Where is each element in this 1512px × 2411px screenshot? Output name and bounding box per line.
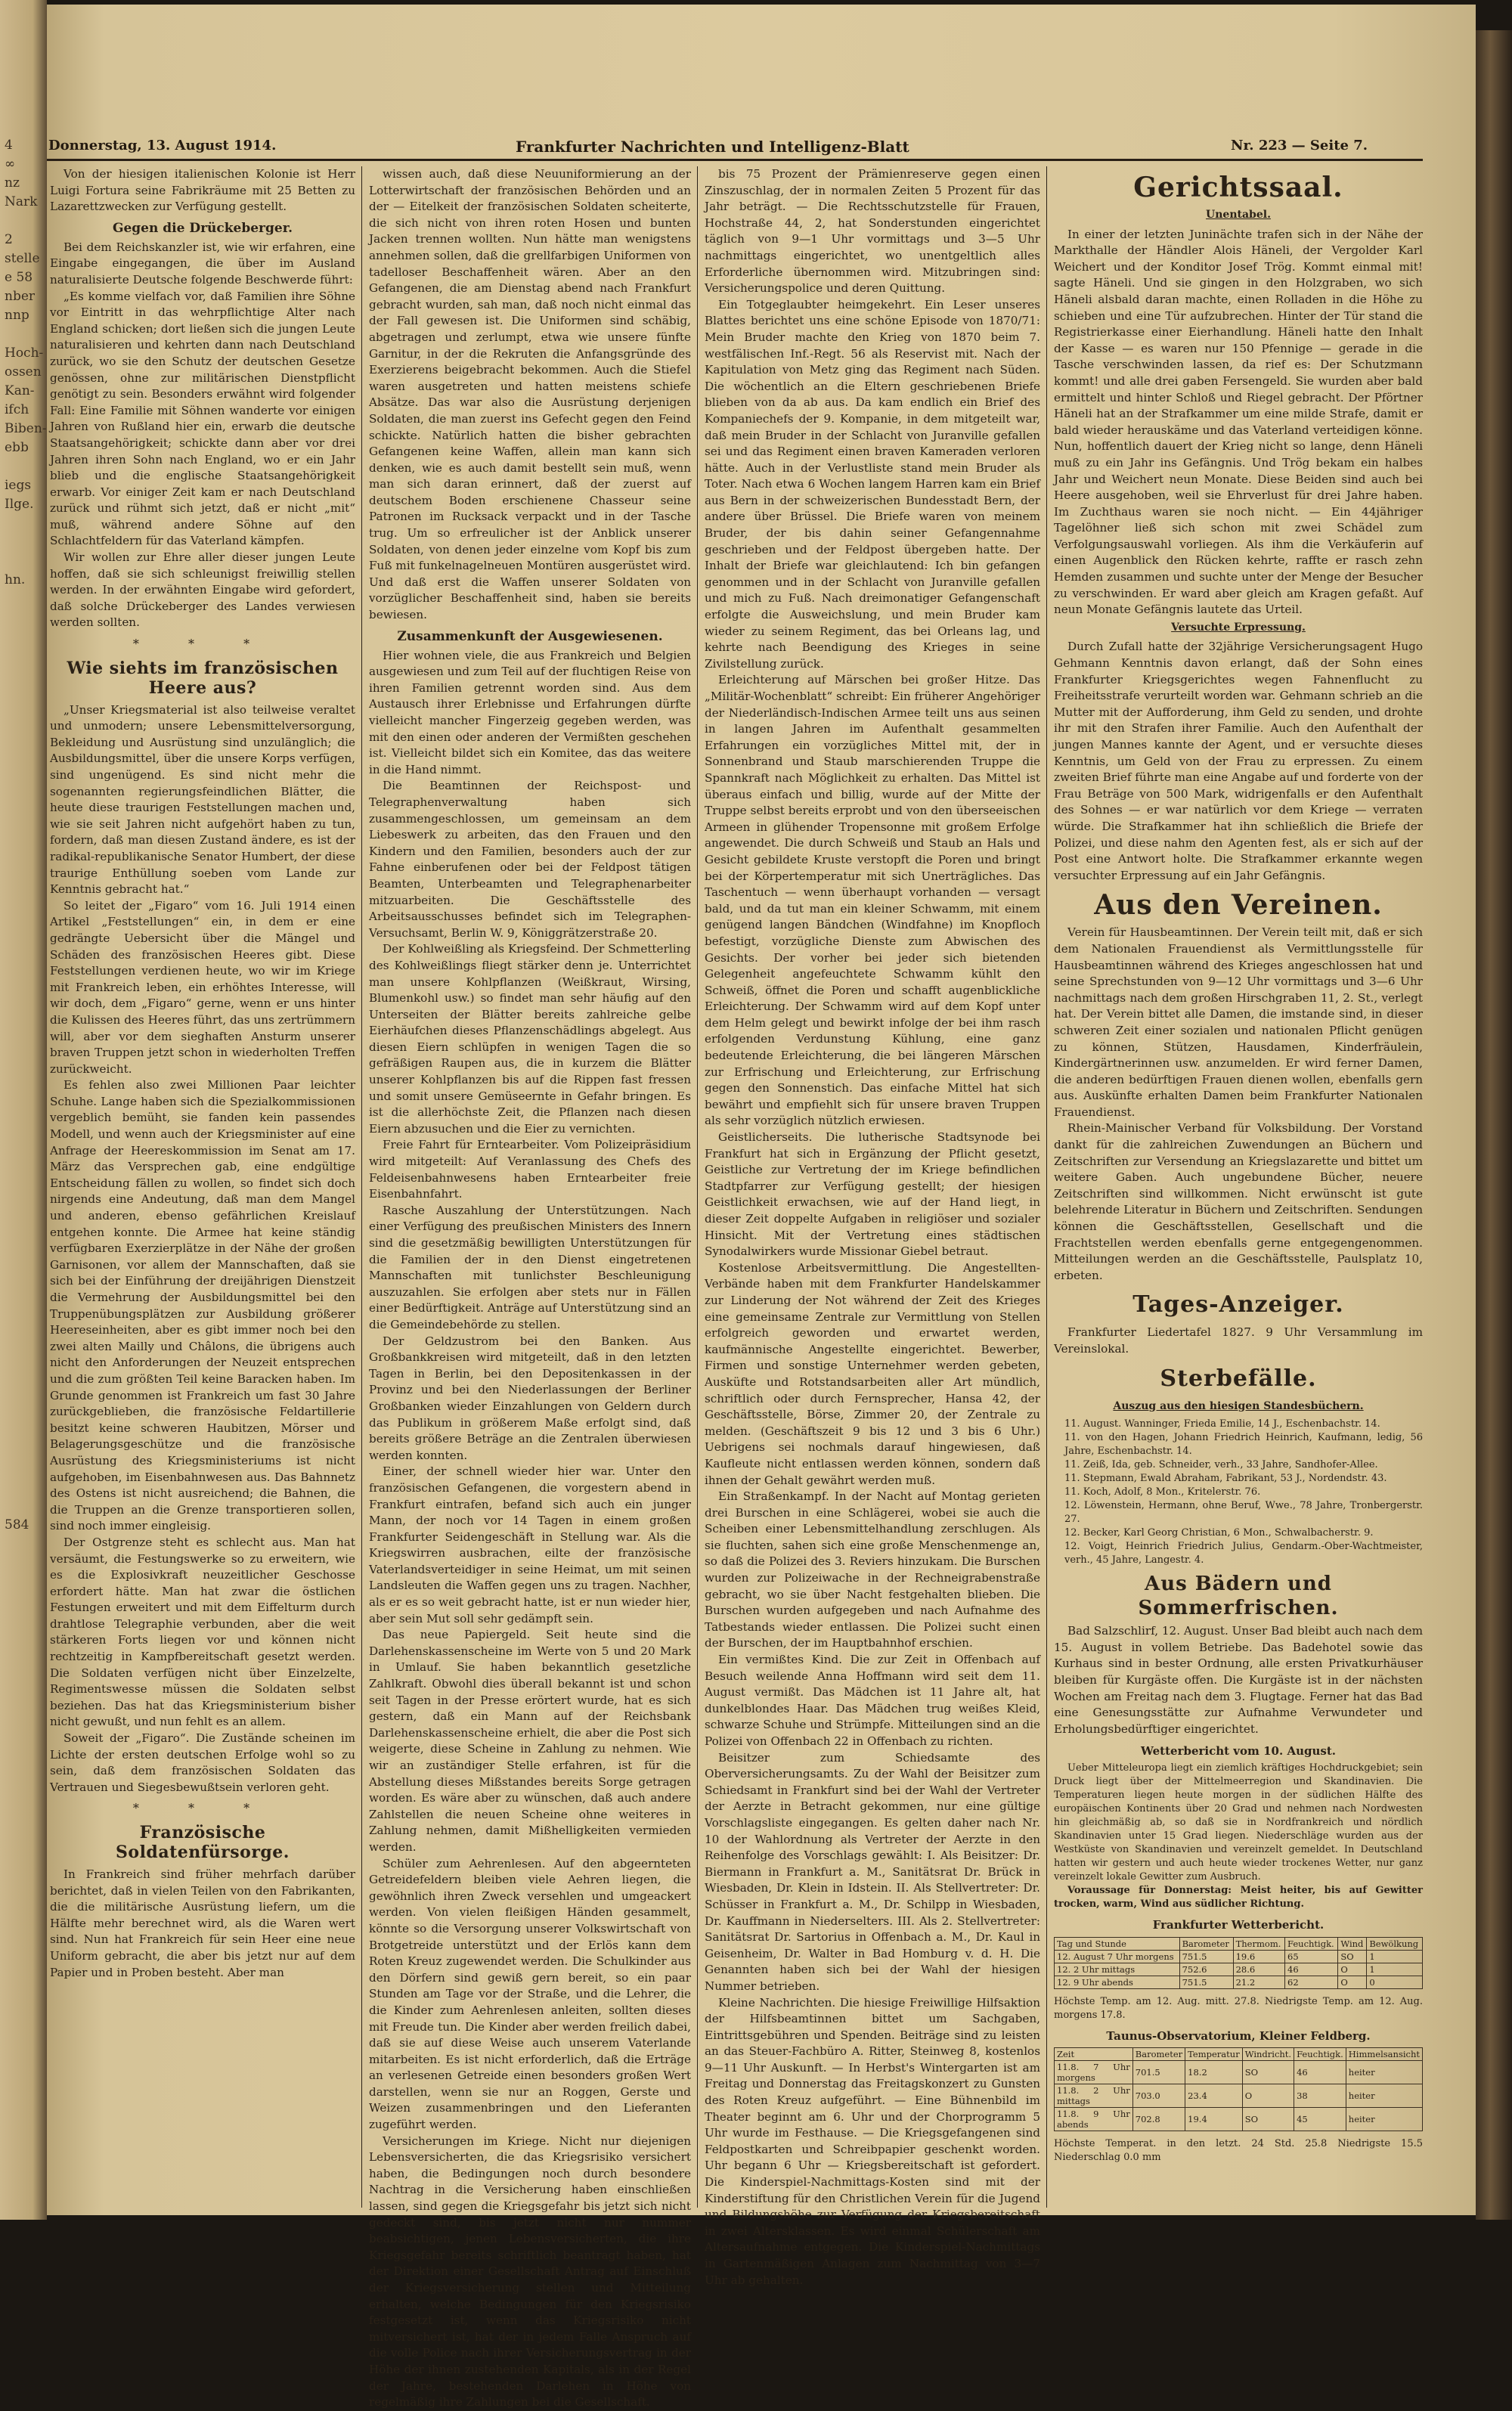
table-row	[1055, 1976, 1423, 1988]
table-cell: heiter	[1346, 2084, 1422, 2108]
section-divider: * * *	[132, 1801, 273, 1816]
column-4	[1054, 166, 1423, 2208]
paragraph: Kostenlose Arbeitsvermittlung. Die Angestellten-Verbände haben mit dem Frankfurter Handelskammer zur Linderung der Not während der Zeit des Krieges eine gemeinsame Zentrale zur Vermittlung von Stellen erfolgreich geworden und erwartet werden, kaufmännische Angestellte eingerichtet. Bewerber, Firmen und sonstige Unternehmer werden gebeten, Ausküfte und Rotstandsarbeiten aller Art mündlich, schriftlich oder durch Fernsprecher, Hansa 42, der Geschäftsstelle, Börse, Zimmer 20, der Zentrale zu melden. (Geschäftszeit 9 bis 12 und 3 bis 6 Uhr.) Uebrigens sei nochmals darauf hingewiesen, daß Kaufleute nicht entlassen werden können, sondern daß ihnen der Gehalt gewährt werden muß.	[705, 1260, 1040, 1487]
death-entry: 11. von den Hagen, Johann Friedrich Heinrich, Kaufmann, ledig, 56 Jahre, Eschenbachstr. 14.	[1064, 1432, 1423, 1458]
table-cell: 38	[1294, 2084, 1346, 2108]
table-header-cell: Zeit	[1055, 2048, 1133, 2061]
table-cell: SO	[1242, 2108, 1294, 2131]
table-cell: heiter	[1346, 2061, 1422, 2084]
death-entry: 11. Zeiß, Ida, geb. Schneider, verh., 33 Jahre, Sandhofer-Allee.	[1064, 1459, 1378, 1471]
table-row	[1055, 2084, 1423, 2108]
table-header-cell: Himmelsansicht	[1346, 2048, 1422, 2061]
table-cell: 1	[1367, 1950, 1423, 1963]
section-divider: * * *	[132, 637, 273, 652]
table-cell: 12. 2 Uhr mittags	[1055, 1963, 1180, 1976]
table-row	[1055, 2108, 1423, 2131]
masthead-issue: Nr. 223 — Seite 7.	[1231, 138, 1368, 153]
paragraph: Ein vermißtes Kind. Die zur Zeit in Offenbach auf Besuch weilende Anna Hoffmann wird seit dem 11. August vermißt. Das Mädchen ist 11 Jahre alt, hat dunkelblondes Haar. Das Mädchen trug weißes Kleid, schwarze Schuhe und Strümpfe. Mitteilungen sind an die Polizei von Offenbach 22 in Offenbach zu richten.	[705, 1653, 1040, 1748]
paragraph: Kleine Nachrichten. Die hiesige Freiwillige Hilfsaktion der Hilfsbeamtinnen bittet um Sachgaben, Eintrittsgebühren und Spenden. Beiträge sind zu leisten an das Steuer-Fachbüro A. Ritter, Steinweg 8, kostenlos 9—11 Uhr Auskunft. — In Herbst's Wintergarten ist am Freitag und Donnerstag das Freitagskonzert zu Gunsten des Roten Kreuz aufgeführt. — Eine Bühnenbild im Theater beginnt am 6. Uhr und der Chorprogramm 5 Uhr wurde im Festhause. — Die Kriegsgefangenen sind Feldpostkarten und Schreibpapier geschenkt worden. Uhr begann 6 Uhr — Kriegsbereitschaft ist gefordert. Die Kinderspiel-Nachmittags-Kosten sind mit der Kinderstiftung für den Christlichen Verein für die Jugend und Bildungshöhe zur Verfügung der Kriegsbereitschaft in zwei Altersklassen. Es wird einmal Schülerschaft am Altersaufnahme entgegen. Die Kinderspiel-Nachmittags in Gartenmäßigen Anlagen zum Nachmittag von 3—7 Uhr ab gehalten.	[705, 1995, 1040, 2287]
paragraph: Bei dem Reichskanzler ist, wie wir erfahren, eine Eingabe eingegangen, die über im Ausland naturalisierte Deutsche folgende Beschwerde führt:	[50, 240, 355, 287]
paragraph: Bad Salzschlirf, 12. August. Unser Bad bleibt auch nach dem 15. August in vollem Betriebe. Das Badehotel sowie das Kurhaus sind in bester Ordnung, alle ersten Privatkurhäuser bleiben für Kurgäste offen. Die Kurgäste ist in der nächsten Wochen am Freitag nach dem 3. Flugtage. Ferner hat das Bad eine Genesungsstätte zur Aufnahme Verwundeter und Erholungsbedürftiger eingerichtet.	[1054, 1624, 1423, 1736]
table-row	[1055, 1950, 1423, 1963]
table-header-row	[1055, 2048, 1423, 2061]
paragraph: Freie Fahrt für Erntearbeiter. Vom Polizeipräsidium wird mitgeteilt: Auf Veranlassung des Chefs des Feldeisenbahnwesens haben Erntearbeiter freie Eisenbahnfahrt.	[369, 1138, 691, 1201]
column-1	[50, 166, 355, 2208]
table-cell: 12. 9 Uhr abends	[1055, 1976, 1180, 1988]
paragraph: So leitet der „Figaro“ vom 16. Juli 1914 einen Artikel „Feststellungen“ ein, in dem er eine gedrängte Uebersicht über die Mängel und Schäden des französischen Heeres gibt. Diese Feststellungen verdienen heute, wo wir im Kriege mit Frankreich leben, ein erhöhtes Interesse, will wir doch, dem „Figaro“ gerne, wenn er uns hinter die Kulissen des Heeres führt, das uns zertrümmern will, aber vor dem sieghaften Ansturm unserer braven Truppen jetzt schon in wiederholten Treffen zurückweicht.	[50, 898, 355, 1076]
table-header-cell: Windricht.	[1242, 2048, 1294, 2061]
paragraph: Geistlicherseits. Die lutherische Stadtsynode bei Frankfurt hat sich in Ergänzung der Pflicht gesetzt, Geistliche zur Vertretung der im Kriege befindlichen Stadtpfarrer zur Verfügung gestellt; der hiesigen Geistlichkeit erwachsen, wie auf der Hand liegt, in dieser Zeit doppelte Aufgaben in religiöser und sozialer Hinsicht. Mit der Vertretung eines städtischen Synodalwirkers wurde Missionar Giebel betraut.	[705, 1130, 1040, 1259]
table-header-cell: Feuchtigk.	[1285, 1937, 1338, 1950]
table-cell: O	[1338, 1976, 1367, 1988]
paragraph: Wir wollen zur Ehre aller dieser jungen Leute hoffen, daß sie sich schleunigst freiwillig stellen werden. In der erwähnten Eingabe wird gefordert, daß solche Drückeberger des Landes verwiesen werden sollten.	[50, 550, 355, 630]
table-cell: 18.2	[1185, 2061, 1243, 2084]
article-subheading: Unentabel.	[1206, 209, 1271, 221]
ffm-weather-note: Höchste Temp. am 12. Aug. mitt. 27.8. Niedrigste Temp. am 12. Aug. morgens 17.8.	[1054, 1995, 1423, 2021]
table-header-cell: Tag und Stunde	[1055, 1937, 1180, 1950]
taunus-weather-table	[1054, 2047, 1423, 2131]
table-cell: 19.4	[1185, 2108, 1243, 2131]
table-cell: 19.6	[1233, 1950, 1284, 1963]
paragraph: „Es komme vielfach vor, daß Familien ihre Söhne vor Eintritt in das wehrpflichtige Alter nach England schicken; dort ließen sich die jungen Leute naturalisieren und kehrten dann nach Deutschland zurück, wo sie den Schutz der deutschen Gesetze genössen, ohne zur militärischen Dienstpflicht genötigt zu sein. Besonders erwähnt wird folgender Fall: Eine Familie mit Söhnen wanderte vor einigen Jahren von Rußland hier ein, erwarb die deutsche Staatsangehörigkeit; schickte dann aber vor drei Jahren ihren Sohn nach England, wo er ein Jahr blieb und die englische Staatsangehörigkeit erwarb. Vor einiger Zeit kam er nach Deutschland zurück und rühmt sich jetzt, daß er nicht „mit“ muß, während andere Söhne auf den Schlachtfeldern für das Vaterland kämpfen.	[50, 289, 355, 548]
table-header-cell: Feuchtigk.	[1294, 2048, 1346, 2061]
table-cell: 702.8	[1132, 2108, 1185, 2131]
paragraph: Es fehlen also zwei Millionen Paar leichter Schuhe. Lange haben sich die Spezialkommissionen vergeblich bemüht, sie fanden kein passendes Modell, und wenn auch der Kriegsminister auf eine Anfrage der Heereskommission im Senat am 17. März das Versprechen gab, eine endgültige Entscheidung fällen zu wollen, so findet sich doch nirgends eine Andeutung, daß man dem Mangel und anderen, ebenso gefährlichen Kreislauf entgehen konnte. Die Armee hat keine ständig verfügbaren Exerzierplätze in der Nähe der großen Garnisonen, vor allem der Mannschaften, daß sie sich bei der Einführung der dreijährigen Dienstzeit die Vermehrung der Ausbildungsmittel bei den Truppenübungsplätzen zur Ausbildung größerer Heereseinheiten, aber es gibt immer noch bei den zwei alten Mailly und Châlons, die übrigens auch nicht den Anforderungen der Neuzeit entsprechen und die zum größten Teil keine Baracken haben. Im Grunde genommen ist Frankreich um fast 30 Jahre zurückgeblieben, die französische Feldartillerie besitzt keine schweren Haubitzen, Mörser und Belagerungsgeschütze und die französische Ausrüstung des Kriegsministeriums ist nicht aufgehoben, im Eisenbahnwesen aus. Das Bahnnetz des Ostens ist nicht ausreichend; die Bahnen, die die Truppen an die Grenze transportieren sollen, sind noch immer eingleisig.	[50, 1078, 355, 1533]
column-rule	[361, 166, 362, 2208]
table-cell: 0	[1367, 1976, 1423, 1988]
death-entry: 11. Stepmann, Ewald Abraham, Fabrikant, 53 J., Nordendstr. 43.	[1064, 1473, 1387, 1485]
paragraph: Rhein-Mainischer Verband für Volksbildung. Der Vorstand dankt für die zahlreichen Zuwendungen an Büchern und Zeitschriften zur Versendung an Kriegslazarette und bittet um weitere Gaben. Auch ungebundene Bücher, neuere Zeitschriften sind willkommen. Nicht erwünscht ist gute belehrende Literatur in Büchern und Zeitschriften. Sendungen können die Geschäftsstellen, Gesellschaft und die Frachtstellen werden ebenfalls gerne entgegengenommen. Mitteilungen werden an die Geschäftsstelle, Paulsplatz 10, erbeten.	[1054, 1121, 1423, 1282]
deaths-list	[1054, 1418, 1423, 1567]
paragraph: Ein Totgeglaubter heimgekehrt. Ein Leser unseres Blattes berichtet uns eine schöne Episode von 1870/71: Mein Bruder machte den Krieg von 1870 beim 7. westfälischen Inf.-Regt. 56 als Reservist mit. Nach der Kapitulation von Metz ging das Regiment nach Süden. Die wöchentlich an die Eltern geschriebenen Briefe blieben von da ab aus. Da kam endlich ein Brief des Kompaniechefs der 9. Kompanie, in dem mitgeteilt war, daß mein Bruder in der Schlacht von Juranville gefallen sei und das Regiment einen braven Kameraden verloren hätte. Auch in der Verlustliste stand mein Bruder als Toter. Nach etwa 6 Wochen langem Harren kam ein Brief aus Bern in der schweizerischen Bundesstadt Bern, der andere über Brüssel. Die Briefe waren von meinem Bruder, der bis dahin seiner Gefangennahme geschrieben und der Feldpost übergeben hatte. Der Inhalt der Briefe war gleichlautend: Ich bin gefangen genommen und in der Schlacht von Juranville gefallen und mich zu Fuß. Nach dreimonatiger Gefangenschaft erfolgte die Ausweichslung, und mein Bruder kam wieder zu seinem Regiment, das bei Orleans lag, und kehrte nach Beendigung des Krieges in seine Zivilstellung zurück.	[705, 297, 1040, 671]
table-cell: 703.0	[1132, 2084, 1185, 2108]
table-header-cell: Wind	[1338, 1937, 1367, 1950]
table-cell: heiter	[1346, 2108, 1422, 2131]
paragraph: Soweit der „Figaro“. Die Zustände scheinen im Lichte der ersten deutschen Erfolge wohl so zu sein, daß dem französischen Soldaten das Vertrauen und Siegesbewußtsein verloren geht.	[50, 1731, 355, 1794]
section-heading: Aus den Vereinen.	[1094, 889, 1383, 922]
death-entry: 12. Becker, Karl Georg Christian, 6 Mon., Schwalbacherstr. 9.	[1064, 1527, 1374, 1539]
section-heading: Sterbefälle.	[1160, 1365, 1317, 1392]
column-2	[369, 166, 691, 2409]
ffm-weather-table	[1054, 1937, 1423, 1989]
table-cell: 65	[1285, 1950, 1338, 1963]
table-header-cell: Barometer	[1132, 2048, 1185, 2061]
section-heading: Gerichtssaal.	[1133, 172, 1343, 203]
table-cell: 1	[1367, 1963, 1423, 1976]
section-heading: Tages-Anzeiger.	[1132, 1291, 1344, 1319]
paragraph: Frankfurter Liedertafel 1827. 9 Uhr Versammlung im Vereinslokal.	[1054, 1325, 1423, 1356]
table-cell: 45	[1294, 2108, 1346, 2131]
table-cell: 751.5	[1179, 1976, 1233, 1988]
taunus-weather-note: Höchste Temperat. in den letzt. 24 Std. 25.8 Niedrigste 15.5 Niederschlag 0.0 mm	[1054, 2138, 1423, 2164]
paragraph: Durch Zufall hatte der 32jährige Versicherungsagent Hugo Gehmann Kenntnis davon erlangt, daß der Sohn eines Frankfurter Kriegsgerichtes wegen Fahnenflucht zu Freiheitsstrafe verurteilt worden war. Gehmann schrieb an die Mutter mit der Aufforderung, ihm Geld zu senden, und drohte ihr mit den Strafen ihrer Familie. Auch den Aufenthalt der jungen Mannes kannte der Agent, und er versuchte dieses Kenntnis, um Geld von der Frau zu erpressen. Zu einem zweiten Brief führte man eine Angabe auf und forderte von der Frau Beträge von 500 Mark, widrigenfalls er den Aufenthalt des Sohnes — er war natürlich vor dem Kriege — verraten würde. Die Strafkammer hat ihn schließlich die Briefe der Polizei, und diese nahm den Agenten fest, als er sich auf der Post eine Antwort holte. Die Strafkammer erkannte wegen versuchter Erpressung auf ein Jahr Gefängnis.	[1054, 640, 1423, 882]
table-cell: SO	[1242, 2061, 1294, 2084]
column-rule	[697, 166, 698, 2208]
table-cell: 28.6	[1233, 1963, 1284, 1976]
paragraph: Hier wohnen viele, die aus Frankreich und Belgien ausgewiesen und zum Teil auf der fluchtigen Reise von ihren Familien getrennt worden sind. Aus dem Austausch ihrer Erlebnisse und Erfahrungen dürfte vielleicht mancher Fingerzeig gegeben werden, was mit den einen oder anderen der Vermißten geschehen ist. Vielleicht bildet sich ein Komitee, das das weitere in die Hand nimmt.	[369, 648, 691, 776]
weather-text: Ueber Mitteleuropa liegt ein ziemlich kräftiges Hochdruckgebiet; sein Druck liegt über der Mittelmeerregion und Skandinavien. Die Temperaturen liegen heute morgen in der südlichen Hälfte des europäischen Kontinents über 20 Grad und nehmen nach Nordwesten hin gleichmäßig ab, so daß sie in Nordfrankreich und nördlich Skandinavien unter 15 Grad liegen. Niederschläge wurden aus der Westküste von Skandinavien und vereinzelt gemeldet. In Deutschland hatten wir gestern und auch heute wieder trockenes Wetter, nur ganz vereinzelt lokale Gewitter zum Ausbruch.	[1054, 1762, 1423, 1883]
paragraph: Versicherungen im Kriege. Nicht nur diejenigen Lebensversicherten, die das Kriegsrisiko versichert haben, die Bedingungen noch durch besondere Nachtrag in die Versicherung haben einschließen lassen, sind gegen die Kriegsgefahr bis jetzt sich nicht gedeckt sind, bis jetzt nicht nur nummer beabsichtigen, jenen Lebensversicherten, die ihre Kriegsgefahr bereits schriftlich beantragt haben, hat der Direktion einer Gesellschaft Antrag auf Einschluß der Kriegsversicherung stellen und Mitteilung erhalten, welche Bedingungen für den Kriegsrisiko festgesetzt ist, wenn das Kriegsrisiko nicht mitversichert ist, hat der in jedem Falle Anspruch auf die volle Police nach ihrer Versicherungsvertrag in der Höhe der ihnen zustehenden Kapitals, als in der Regel der Jahre, bestehenden Darlehen in Höhe von regelmäßig ihre Zahlungen bei die Gesellschaft.	[369, 2134, 691, 2409]
table-cell: 23.4	[1185, 2084, 1243, 2108]
table-cell: 12. August 7 Uhr morgens	[1055, 1950, 1180, 1963]
column-rule	[1046, 166, 1047, 2208]
article-heading: Wie siehts im französischen Heere aus?	[67, 658, 339, 698]
table-cell: 46	[1285, 1963, 1338, 1976]
table-header-cell: Bewölkung	[1367, 1937, 1423, 1950]
article-subheading: Versuchte Erpressung.	[1171, 621, 1306, 634]
paragraph: Beisitzer zum Schiedsamte des Oberversicherungsamts. Zu der Wahl der Beisitzer zum Schiedsamt in Frankfurt sind bei der Wahl der Vertreter der Aerzte in Betracht gekommen, nur eine gültige Vorschlagsliste eingegangen. Es gelten daher nach Nr. 10 der Wahlordnung als Vertreter der Aerzte in den Reihenfolge des Vorschlags gewählt: I. Als Beisitzer: Dr. Biermann in Frankfurt a. M., Sanitätsrat Dr. Brück in Wiesbaden, Dr. Klein in Idstein. II. Als Stellvertreter: Dr. Schüsser in Frankfurt a. M., Dr. Schilpp in Wiesbaden, Dr. Kauffmann in Niederselters. III. Als 2. Stellvertreter: Sanitätsrat Dr. Sartorius in Offenbach a. M., Dr. Kaul in Geisenheim, Dr. Walter in Bad Homburg v. d. H. Die Genannten haben sich bei der Wahl der hiesigen Nummer betrieben.	[705, 1750, 1040, 1993]
paragraph: „Unser Kriegsmaterial ist also teilweise veraltet und unmodern; unsere Lebensmittelversorgung, Bekleidung und Ausrüstung sind unzulänglich; die Ausbildungsmittel, über die unsere Korps verfügen, sind ungenügend. Es sind nicht mehr die sogenannten regierungsfeindlichen Blätter, die heute diese traurigen Feststellungen machen und, wie sie seit Jahren nicht aufgehört haben zu tun, fordern, daß man diesen Zustand ändere, es ist der radikal-republikanische Senator Humbert, der diese traurige Enthüllung soeben vom Lande zur Kenntnis gebracht hat.“	[50, 702, 355, 897]
article-heading: Zusammenkunft der Ausgewiesenen.	[397, 628, 663, 644]
ffm-weather-title: Frankfurter Wetterbericht.	[1152, 1917, 1325, 1932]
table-cell: 21.2	[1233, 1976, 1284, 1988]
paragraph: Das neue Papiergeld. Seit heute sind die Darlehenskassenscheine im Werte von 5 und 20 Mark in Umlauf. Sie haben bekanntlich gesetzliche Zahlkraft. Obwohl dies überall bekannt ist und schon seit Tagen in der Presse erörtert wurde, hat es sich gestern, daß ein Mann auf der Reichsbank Darlehenskassenscheine erhielt, die aber die Post sich weigerte, diese Scheine in Zahlung zu nehmen. Wie wir an zuständiger Stelle erfahren, ist für die Abstellung dieses Mißstandes bereits Sorge getragen worden. Es wäre aber zu wünschen, daß auch andere Zahlstellen die neuen Scheine ohne weiteres in Zahlung nehmen, damit Mißhelligkeiten vermieden werden.	[369, 1628, 691, 1854]
column-3	[705, 166, 1040, 2287]
paragraph: Rasche Auszahlung der Unterstützungen. Nach einer Verfügung des preußischen Ministers des Innern sind die gesetzmäßig bewilligten Unterstützungen für die Familien der in den Dienst eingetretenen Mannschaften mit tunlichster Beschleunigung auszuzahlen. Sie erfolgen aber stets nur in Fällen einer Bedürftigkeit. Anträge auf Unterstützung sind an die Gemeindebehörde zu stellen.	[369, 1203, 691, 1331]
previous-page-edge	[0, 0, 47, 2220]
taunus-weather-title: Taunus-Observatorium, Kleiner Feldberg.	[1106, 2028, 1371, 2043]
newspaper-page	[47, 5, 1476, 2409]
table-cell: O	[1338, 1963, 1367, 1976]
paragraph: In einer der letzten Juninächte trafen sich in der Nähe der Markthalle der Händler Alois Häneli, der Vergolder Karl Weichert und der Konditor Josef Trög. Kommt einmal mit! sagte Häneli. Und sie gingen in den Holzgraben, wo sich Häneli alsbald daran machte, einen Rolladen in die Höhe zu schieben und eine Tür aufzubrechen. Hinter der Tür stand die Registrierkasse einer Eierhandlung. Häneli hatte den Inhalt der Kasse — es waren nur 150 Pfennige — gerade in die Tasche verschwinden lassen, da rief es: Der Schutzmann kommt! und alle drei gaben Fersengeld. Sie wurden aber bald ermittelt und hinter Schloß und Riegel gebracht. Der Pförtner Häneli hat an der Strafkammer um eine milde Strafe, damit er bald wieder herauskäme und das Vaterland verteidigen könne. Nun, hoffentlich dauert der Krieg nicht so lange, denn Häneli muß zu ein Jahr ins Gefängnis. Und Trög bekam ein halbes Jahr und Weichert neun Monate. Diese Beiden sind auch bei Heere ausgehoben, weil sie Ehrverlust für drei Jahre haben. Im Zuchthaus waren sie noch nicht. — Ein 44jähriger Tagelöhner ließ sich schon mit zwei Schädel zum Verfolgungsauswahl vorliegen. Als ihm die Verkäuferin auf einen Augenblick den Rücken kehrte, raffte er rasch zehn Hemden zusammen und suchte unter der Menge der Besucher zu verschwinden. Er ward aber gleich am Kragen gefaßt. Auf neun Monate Gefängnis lautete das Urteil.	[1054, 227, 1423, 617]
paragraph: wissen auch, daß diese Neuuniformierung an der Lotterwirtschaft der französischen Behörden und an der — Eitelkeit der französischen Soldaten scheiterte, die sich nicht von ihren roten Hosen und bunten Jacken trennen wollten. Nun hätte man wenigstens annehmen sollen, daß die grellfarbigen Uniformen von tadelloser Beschaffenheit wären. Aber an den Gefangenen, die am Dienstag abend nach Frankfurt gebracht wurden, sah man, daß noch nicht einmal das der Fall gewesen ist. Die Uniformen sind schäbig, abgetragen und zerlumpt, etwa wie unsere fünfte Garnitur, in der die Rekruten die Anfangsgründe des Exerzierens beigebracht bekommen. Auch die Stiefel waren ausgetreten und hatten meistens schiefe Absätze. Das war also die Ausrüstung derjenigen Soldaten, die man zuerst ins Gefecht gegen den Feind schickte. Natürlich hatten die bisher gebrachten Gefangenen keine Waffen, allein man kann sich denken, wie es auch damit bestellt sein muß, wenn man sich daran erinnert, daß der zuerst auf deutschem Boden erschienene Chasseur seine Patronen im Rucksack verpackt und in der Tasche trug. Um so erfreulicher ist der Anblick unserer Soldaten, von denen jeder einzelne vom Kopf bis zum Fuß mit funkelnagelneuen Montüren ausgerüstet wird. Und daß erst die Waffen unserer Soldaten von vorzüglicher Beschaffenheit sind, haben sie bereits bewiesen.	[369, 167, 691, 622]
death-entry: 11. Koch, Adolf, 8 Mon., Kritelerstr. 76.	[1064, 1486, 1261, 1498]
masthead-rule	[47, 159, 1423, 161]
paragraph: Ein Straßenkampf. In der Nacht auf Montag gerieten drei Burschen in eine Schlägerei, wobei sie auch die Scheiben einer Lebensmittelhandlung zerschlugen. Als sie fluchten, sahen sich eine große Menschenmenge an, so daß die Polizei des 3. Reviers hinzukam. Die Burschen wurden zur Polizeiwache in der Rechneigrabenstraße gebracht, wo sie über Nacht festgehalten blieben. Die Burschen wurden aufgegeben und nach Aufnahme des Tatbestands wieder entlassen. Die Polizei sucht einen der Burschen, der im Hauptbahnhof erschien.	[705, 1489, 1040, 1650]
table-row	[1055, 2061, 1423, 2084]
masthead-title: Frankfurter Nachrichten und Intelligenz-Blatt	[516, 138, 909, 156]
weather-forecast: Voraussage für Donnerstag: Meist heiter, bis auf Gewitter trocken, warm, Wind aus südlicher Richtung.	[1054, 1884, 1423, 1910]
paragraph: Von der hiesigen italienischen Kolonie ist Herr Luigi Fortura seine Fabrikräume mit 25 Betten zu Lazarettzwecken zur Verfügung gestellt.	[50, 167, 355, 214]
death-entry: 11. August. Wanninger, Frieda Emilie, 14 J., Eschenbachstr. 14.	[1064, 1418, 1380, 1430]
table-cell: 751.5	[1179, 1950, 1233, 1963]
paragraph: bis 75 Prozent der Prämienreserve gegen einen Zinszuschlag, der in normalen Zeiten 5 Prozent für das Jahr beträgt. — Die Rechtsschutzstelle für Frauen, Hochstraße 44, 2, hat Sonderstunden eingerichtet täglich von 9—1 Uhr vormittags und 3—5 Uhr nachmittags eingerichtet, wo unentgeltlich alles Erforderliche übernommen wird. Mitzubringen sind: Versicherungspolice und deren Quittung.	[705, 167, 1040, 296]
death-entry: 12. Voigt, Heinrich Friedrich Julius, Gendarm.-Ober-Wachtmeister, verh., 45 Jahre, Langestr. 4.	[1064, 1541, 1423, 1567]
paragraph: Erleichterung auf Märschen bei großer Hitze. Das „Militär-Wochenblatt“ schreibt: Ein früherer Angehöriger der Niederländisch-Indischen Armee teilt uns aus seinen in langen Jahren im Aufenthalt gesammelten Erfahrungen ein vorzügliches Mittel mit, der in Sonnenbrand und Staub marschierenden Truppe die Spannkraft nach Möglichkeit zu erhalten. Das Mittel ist überaus einfach und billig, wurde auf der Mitte der Truppe selbst bereits erprobt und von den überseeischen Armeen in glühender Tropensonne mit großem Erfolge angewendet. Die durch Schweiß und Staub an Hals und Gesicht gebildete Kruste verstopft die Poren und bringt bei der Körpertemperatur mit sich Unerträgliches. Das Taschentuch — wenn überhaupt vorhanden — versagt bald, und da tut man ein kleiner Schwamm, mit einem genügend langen Bändchen (Windfahne) im Knopfloch befestigt, vorzügliche Dienste zum Abwischen des Gesichts. Der vorher bei jeder sich bietenden Gelegenheit angefeuchtete Schwamm kühlt den Schweiß, öffnet die Poren und schafft augenblickliche Erleichterung. Der Schwamm wird auf dem Kopf unter dem Helm gelegt und bewirkt infolge der bei ihm rasch erfolgenden Verdunstung Kühlung, eine ganz bedeutende Erleichterung, die bei längeren Märschen zur Erfrischung und Erleichterung, zur Erfrischung gegen den Sonnenstich. Das einfache Mittel hat sich bewährt und empfiehlt sich für unsere braven Truppen als sehr vorzüglich nützlich erwiesen.	[705, 673, 1040, 1128]
paragraph: Die Beamtinnen der Reichspost- und Telegraphenverwaltung haben sich zusammengeschlossen, um gemeinsam an dem Liebeswerk zu arbeiten, das den Frauen und den Kindern und den Familien, besonders auch der zur Fahne einberufenen oder bei der Feldpost tätigen Beamten, Unterbeamten und Telegraphenarbeiter mitzuarbeiten. Die Geschäftsstelle des Arbeitsausschusses befindet sich im Telegraphen-Versuchsamt, Berlin W. 9, Königgrätzerstraße 20.	[369, 779, 691, 940]
masthead-date: Donnerstag, 13. August 1914.	[48, 138, 277, 153]
table-header-cell: Thermom.	[1233, 1937, 1284, 1950]
paragraph: In Frankreich sind früher mehrfach darüber berichtet, daß in vielen Teilen von den Fabrikanten, die die militärische Ausrüstung liefern, um die Hälfte mehr berechnet wird, als die Waren wert sind. Nun hat Frankreich für sein Heer eine neue Uniform gebracht, die aber bis jetzt nur auf dem Papier und in Proben besteht. Aber man	[50, 1867, 355, 1979]
table-cell: 701.5	[1132, 2061, 1185, 2084]
paragraph: Der Ostgrenze steht es schlecht aus. Man hat versäumt, die Festungswerke so zu erweitern, wie es die Explosivkraft neuzeitlicher Geschosse erfordert hätte. Man hat zwar die östlichen Festungen erweitert und mit dem Eiffelturm durch drahtlose Telegraphie verbunden, aber die weit stärkeren Forts liegen vor und können nicht rechtzeitig in Kampfbereitschaft gesetzt werden. Die Soldaten verfügen nicht über Einzelzelte, Regimentswesse müssen die Soldaten selbst beziehen. Das hat das Kriegsministerium bisher nicht gewußt, und nun fehlt es an allem.	[50, 1535, 355, 1729]
table-header-row	[1055, 1937, 1423, 1950]
table-header-cell: Temperatur	[1185, 2048, 1243, 2061]
article-heading: Französische Soldatenfürsorge.	[116, 1823, 290, 1862]
paragraph: Einer, der schnell wieder hier war. Unter den französischen Gefangenen, die vorgestern abend in Frankfurt eintrafen, befand sich auch ein junger Mann, der noch vor 14 Tagen in einem großen Frankfurter Seidengeschäft in Stellung war. Als die Kriegswirren ausbrachen, eilte der französische Vaterlandsverteidiger in seine Heimat, um mit seinen Landsleuten die Waffen gegen uns zu tragen. Nachher, als er es so weit gebracht hatte, ist er nun wieder hier, aber sein Mut soll sehr gedämpft sein.	[369, 1464, 691, 1625]
table-cell: 11.8. 9 Uhr abends	[1055, 2108, 1133, 2131]
paragraph: Schüler zum Aehrenlesen. Auf den abgeernteten Getreidefeldern bleiben viele Aehren liegen, die gewöhnlich ihren Zweck versehlen und umgeackert werden. Von vielen fleißigen Händen gesammelt, könnte so die Versorgung unserer Volkswirtschaft von Brotgetreide unterstützt und der Erlös kann dem Roten Kreuz zugewendet werden. Die Schulkinder aus den Dörfern sind gewiß gern bereit, so ein paar Stunden am Tage vor der Straße, und die Lehrer, die die Kinder zum Aehrenlesen anleiten, sollten dieses mit Freude tun. Die Kinder aber werden freilich dabei, daß sie auf diese Weise auch unserem Vaterlande mitarbeiten. Es ist nicht erforderlich, daß die Erträge an verlesenen Getreide einen besonders großen Wert darstellen, wenn sie nur an Roggen, Gerste und Weizen zusammenbringen und den Lieferanten zugeführt werden.	[369, 1856, 691, 2132]
table-cell: O	[1242, 2084, 1294, 2108]
paragraph: Der Kohlweißling als Kriegsfeind. Der Schmetterling des Kohlweißlings fliegt stärker denn je. Unterrichtet man unsere Kohlpflanzen (Weißkraut, Wirsing, Blumenkohl usw.) so findet man sehr häufig auf den Unterseiten der Blätter bereits zahlreiche gelbe Eierhäufchen dieses Pflanzenschädlings abgelegt. Aus diesen Eiern schlüpfen in wenigen Tagen die so gefräßigen Raupen aus, die in kurzem die Blätter unserer Kohlpflanzen bis auf die Rippen fast fressen und somit unsere Gemüseernte in Gefahr bringen. Es ist die allerhöchste Zeit, die Pflanzen nach diesen Eiern abzusuchen und die Eier zu vernichten.	[369, 942, 691, 1136]
table-cell: 11.8. 7 Uhr morgens	[1055, 2061, 1133, 2084]
previous-page-gutter-text: 4 ∞ nz Nark 2 stelle e 58 nber nnp Hoch- ossen Kan- ifch Biben- ebb iegs Ilge. hn. 584	[5, 138, 47, 1532]
weather-title: Wetterbericht vom 10. August.	[1141, 1744, 1336, 1759]
article-heading: Gegen die Drückeberger.	[112, 220, 293, 236]
table-cell: 46	[1294, 2061, 1346, 2084]
table-row	[1055, 1963, 1423, 1976]
death-entry: 12. Löwenstein, Hermann, ohne Beruf, Wwe., 78 Jahre, Tronbergerstr. 27.	[1064, 1500, 1423, 1526]
section-heading: Aus Bädern und Sommerfrischen.	[1138, 1573, 1339, 1620]
table-header-cell: Barometer	[1179, 1937, 1233, 1950]
table-cell: 752.6	[1179, 1963, 1233, 1976]
table-cell: 11.8. 2 Uhr mittags	[1055, 2084, 1133, 2108]
table-cell: SO	[1338, 1950, 1367, 1963]
book-binding-edge	[1476, 30, 1512, 2220]
paragraph: Verein für Hausbeamtinnen. Der Verein teilt mit, daß er sich dem Nationalen Frauendienst als Vermittlungsstelle für Hausbeamtinnen während des Krieges angeschlossen hat und seine Sprechstunden von 9—12 Uhr vormittags und 3—6 Uhr nachmittags nach dem großen Hirschgraben 11, 2. St., verlegt hat. Der Verein bittet alle Damen, die imstande sind, in dieser schweren Zeit einer sozialen und nationalen Pflicht genügen zu können, Stützen, Hausdamen, Kinderfräulein, Kindergärtnerinnen usw. anzumelden. Er wird ferner Damen, die anderen bedürftigen Frauen dienen wollen, ebenfalls gern aus. Auskünfte erhalten Damen beim Frankfurter Nationalen Frauendienst.	[1054, 925, 1423, 1119]
table-cell: 62	[1285, 1976, 1338, 1988]
article-subheading: Auszug aus den hiesigen Standesbüchern.	[1113, 1399, 1364, 1412]
paragraph: Der Geldzustrom bei den Banken. Aus Großbankkreisen wird mitgeteilt, daß in den letzten Tagen in Berlin, bei den Depositenkassen in der Provinz und bei den Niederlassungen der Berliner Großbanken wieder Einzahlungen von Geldern durch das Publikum in größerem Maße erfolgt sind, daß bereits größere Beträge an die Zentralen überwiesen werden konnten.	[369, 1334, 691, 1462]
